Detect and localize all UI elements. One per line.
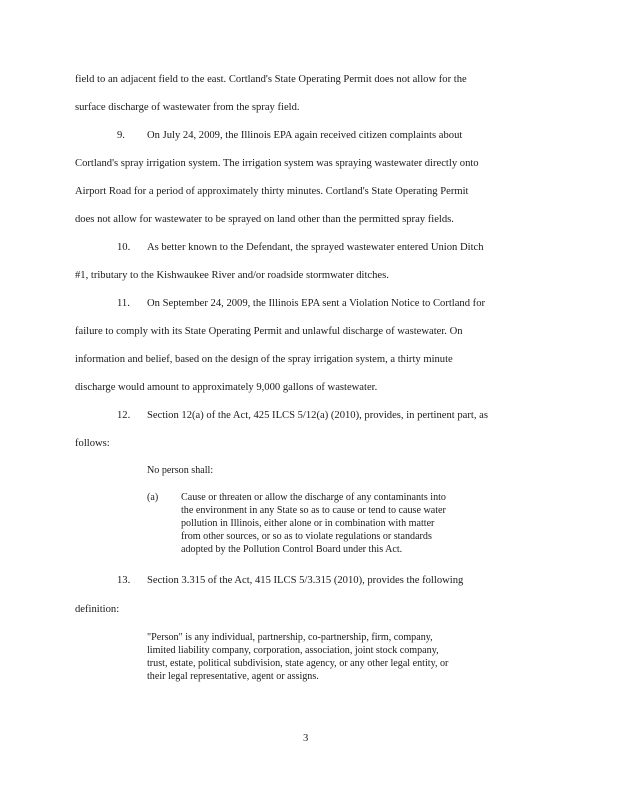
paragraph-number: 9. bbox=[117, 130, 125, 141]
page-number: 3 bbox=[303, 733, 309, 744]
body-line: failure to comply with its State Operating Permit and unlawful discharge of wastewater. On bbox=[75, 326, 463, 337]
quote-line: from other sources, or so as to violate regulations or standards bbox=[181, 531, 432, 542]
body-line: definition: bbox=[75, 604, 120, 615]
paragraph-number: 10. bbox=[117, 242, 131, 253]
body-line: Airport Road for a period of approximately thirty minutes. Cortland's State Operating Permit bbox=[75, 186, 469, 197]
body-line: does not allow for wastewater to be sprayed on land other than the permitted spray fields. bbox=[75, 214, 454, 225]
body-line: follows: bbox=[75, 438, 110, 449]
paragraph-first-line: Section 12(a) of the Act, 425 ILCS 5/12(a) (2010), provides, in pertinent part, as bbox=[147, 410, 488, 421]
paragraph-number: 11. bbox=[117, 298, 130, 309]
quote-line: adopted by the Pollution Control Board under this Act. bbox=[181, 544, 403, 555]
body-line: #1, tributary to the Kishwaukee River and/or roadside stormwater ditches. bbox=[75, 270, 389, 281]
paragraph-first-line: As better known to the Defendant, the sprayed wastewater entered Union Ditch bbox=[147, 242, 484, 253]
paragraph-number: 12. bbox=[117, 410, 131, 421]
quote-line: pollution in Illinois, either alone or in combination with matter bbox=[181, 518, 435, 529]
quote-item-label: (a) bbox=[147, 492, 159, 503]
quote-lead: No person shall: bbox=[147, 465, 214, 476]
quote-line: limited liability company, corporation, association, joint stock company, bbox=[147, 645, 439, 656]
quote-line: the environment in any State so as to cause or tend to cause water bbox=[181, 505, 446, 516]
paragraph-first-line: On September 24, 2009, the Illinois EPA sent a Violation Notice to Cortland for bbox=[147, 298, 486, 309]
quote-line: "Person" is any individual, partnership, co-partnership, firm, company, bbox=[147, 632, 433, 643]
paragraph-first-line: Section 3.315 of the Act, 415 ILCS 5/3.315 (2010), provides the following bbox=[147, 575, 464, 586]
body-line: surface discharge of wastewater from the spray field. bbox=[75, 102, 300, 113]
body-line: Cortland's spray irrigation system. The irrigation system was spraying wastewater directly onto bbox=[75, 158, 479, 169]
quote-line: Cause or threaten or allow the discharge of any contaminants into bbox=[181, 492, 446, 503]
quote-line: their legal representative, agent or assigns. bbox=[147, 671, 319, 682]
paragraph-first-line: On July 24, 2009, the Illinois EPA again received citizen complaints about bbox=[147, 130, 463, 141]
quote-line: trust, estate, political subdivision, state agency, or any other legal entity, or bbox=[147, 658, 449, 669]
paragraph-number: 13. bbox=[117, 575, 131, 586]
body-line: field to an adjacent field to the east. Cortland's State Operating Permit does not allow for the bbox=[75, 74, 467, 85]
body-line: discharge would amount to approximately 9,000 gallons of wastewater. bbox=[75, 382, 378, 393]
body-line: information and belief, based on the design of the spray irrigation system, a thirty minute bbox=[75, 354, 453, 365]
